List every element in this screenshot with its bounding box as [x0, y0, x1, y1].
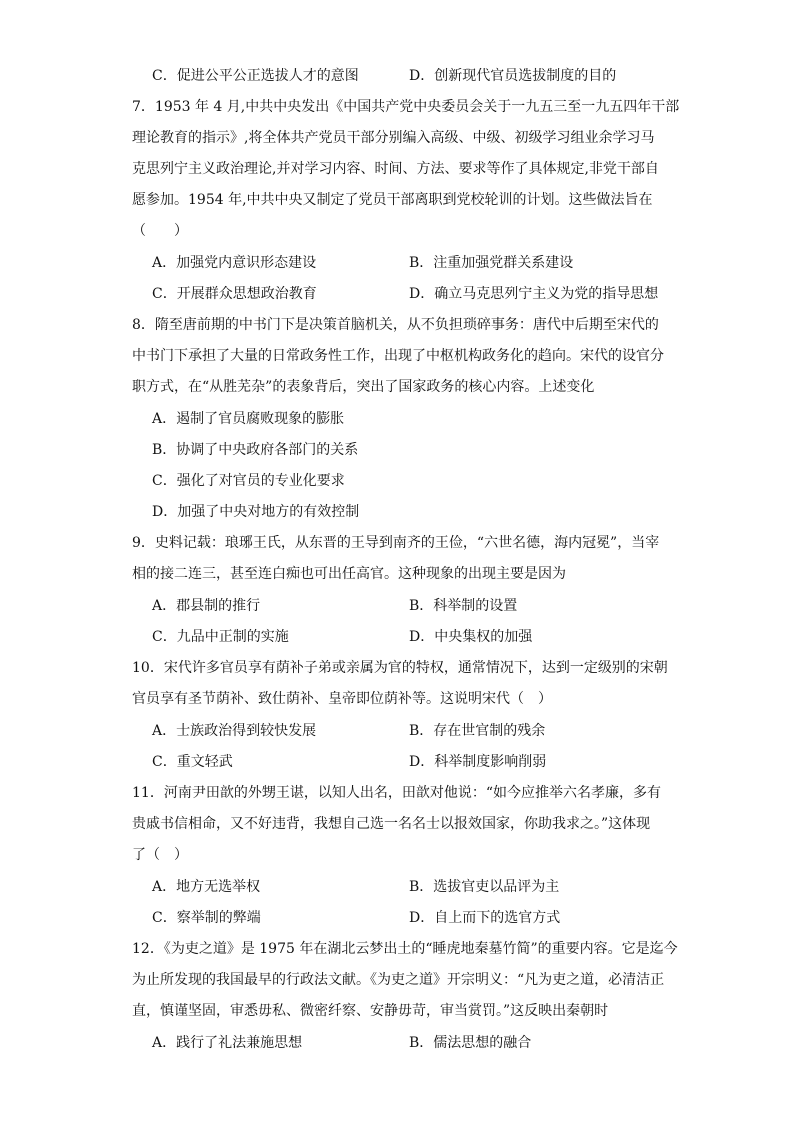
q8-option-b: B．协调了中央政府各部门的关系: [152, 442, 359, 458]
q9-option-c: C．九品中正制的实施: [152, 629, 289, 645]
q8-option-a: A．遏制了官员腐败现象的膨胀: [152, 411, 345, 427]
q9-stem-line-1: 9．史料记载：琅琊王氏，从东晋的王导到南齐的王俭，“六世名德，海内冠冕”，当宰: [132, 535, 660, 551]
q7-stem-line-2: 理论教育的指示》,将全体共产党员干部分别编入高级、中级、初级学习组业余学习马: [132, 130, 655, 146]
q10-option-d: D．科举制度影响削弱: [409, 754, 547, 770]
q11-option-d: D．自上而下的选官方式: [409, 910, 561, 926]
q8-option-c: C．强化了对官员的专业化要求: [152, 473, 345, 489]
q11-option-a: A．地方无选举权: [152, 879, 261, 895]
q10-option-a: A．士族政治得到较快发展: [152, 723, 317, 739]
q10-stem-line-2: 官员享有圣节荫补、致仕荫补、皇帝即位荫补等。这说明宋代（ ）: [132, 691, 552, 707]
q10-stem-line-1: 10．宋代许多官员享有荫补子弟或亲属为官的特权，通常情况下，达到一定级别的宋朝: [132, 660, 668, 676]
q7-answer-blank: （ ）: [132, 223, 188, 239]
q9-option-a: A．郡县制的推行: [152, 598, 261, 614]
q11-stem-line-1: 11．河南尹田歆的外甥王谌，以知人出名，田歆对他说：“如今应推举六名孝廉，多有: [132, 785, 661, 801]
q9-option-b: B．科举制的设置: [409, 598, 518, 614]
q8-stem-line-2: 中书门下承担了大量的日常政务性工作，出现了中枢机构政务化的趋向。宋代的设官分: [132, 348, 664, 364]
q7-option-b: B．注重加强党群关系建设: [409, 255, 574, 271]
q6-option-c: C．促进公平公正选拔人才的意图: [152, 68, 359, 84]
q8-stem-line-1: 8．隋至唐前期的中书门下是决策首脑机关，从不负担琐碎事务：唐代中后期至宋代的: [132, 317, 659, 333]
q12-stem-line-3: 直，慎谨坚固，审悉毋私、微密纤察、安静毋苛，审当赏罚。”这反映出秦朝时: [132, 1003, 609, 1019]
q7-option-c: C．开展群众思想政治教育: [152, 286, 317, 302]
q12-stem-line-2: 为止所发现的我国最早的行政法文献。《为吏之道》开宗明义：“凡为吏之道，必清洁正: [132, 972, 665, 988]
q10-option-b: B．存在世官制的残余: [409, 723, 546, 739]
q11-option-c: C．察举制的弊端: [152, 910, 261, 926]
q11-option-b: B．选拔官吏以品评为主: [409, 879, 560, 895]
q12-stem-line-1: 12．《为吏之道》是 1975 年在湖北云梦出土的“睡虎地秦墓竹简”的重要内容。它是迄今: [132, 941, 678, 957]
q11-stem-line-2: 贵戚书信相命，又不好违背，我想自己选一名名士以报效国家，你助我求之。”这体现: [132, 816, 651, 832]
q9-stem-line-2: 相的接二连三，甚至连白痴也可出任高官。这种现象的出现主要是因为: [132, 566, 566, 582]
q11-stem-line-3: 了（ ）: [132, 847, 188, 863]
q7-option-d: D．确立马克思列宁主义为党的指导思想: [409, 286, 659, 302]
q12-option-b: B．儒法思想的融合: [409, 1035, 532, 1051]
q7-stem-line-3: 克思列宁主义政治理论,并对学习内容、时间、方法、要求等作了具体规定,非党干部自: [132, 161, 659, 177]
q9-option-d: D．中央集权的加强: [409, 629, 533, 645]
q12-option-a: A．践行了礼法兼施思想: [152, 1035, 303, 1051]
q10-option-c: C．重文轻武: [152, 754, 233, 770]
q8-option-d: D．加强了中央对地方的有效控制: [152, 504, 360, 520]
q7-stem-line-4: 愿参加。1954 年,中共中央又制定了党员干部离职到党校轮训的计划。这些做法旨在: [132, 192, 653, 208]
q7-option-a: A．加强党内意识形态建设: [152, 255, 317, 271]
q7-stem-line-1: 7．1953 年 4 月,中共中央发出《中国共产党中央委员会关于一九五三至一九五四年干部: [132, 99, 680, 115]
q8-stem-line-3: 职方式，在“从胜芜杂”的表象背后，突出了国家政务的核心内容。上述变化: [132, 379, 595, 395]
q6-option-d: D．创新现代官员选拔制度的目的: [409, 68, 617, 84]
